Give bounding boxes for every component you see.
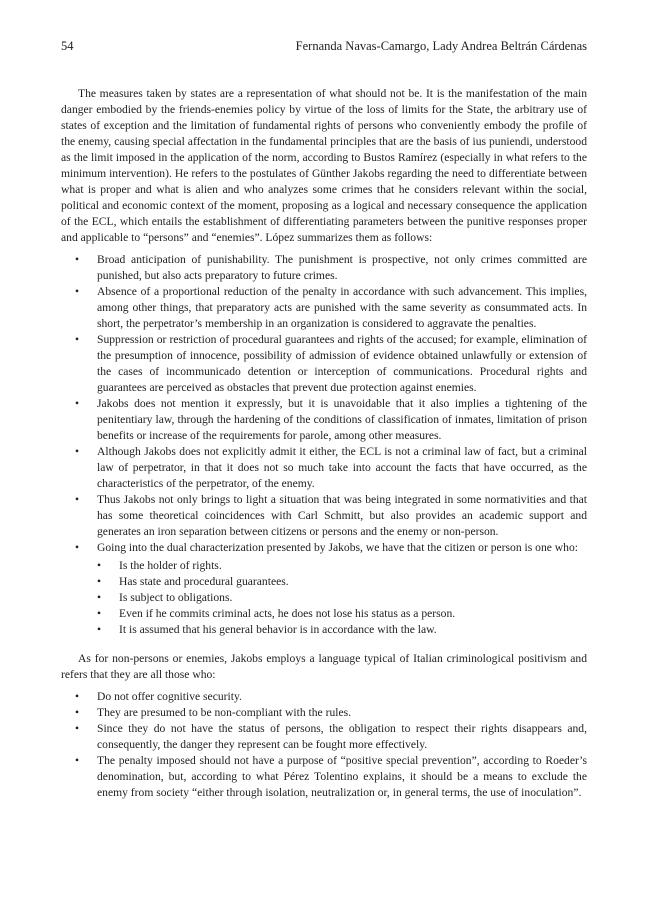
list-item-with-sublist xyxy=(61,540,587,638)
list-item: • They are presumed to be non-compliant with the rules. xyxy=(61,705,587,721)
bullet-list xyxy=(61,252,587,638)
list-item: • Although Jakobs does not explicitly admit it either, the ECL is not a criminal law of fact, but a criminal law of perpetrator, in that it does not so much take into account the facts that have occurred, as the characteristics of the perpetrator, of the enemy. xyxy=(61,444,587,492)
list-item: • Do not offer cognitive security. xyxy=(61,689,587,705)
header-authors: Fernanda Navas-Camargo, Lady Andrea Beltrán Cárdenas xyxy=(295,39,587,53)
sub-list-item: • Is the holder of rights. xyxy=(97,558,587,574)
list-item: • Broad anticipation of punishability. The punishment is prospective, not only crimes committed are punished, but also acts preparatory to future crimes. xyxy=(61,252,587,284)
list-item: • Suppression or restriction of procedural guarantees and rights of the accused; for example, elimination of the presumption of innocence, possibility of admission of evidence obtained unlawfully or extension of the cases of incommunicado detention or interception of communications. Procedural rights and guarantees are perceived as obstacles that prevent due protection against enemies. xyxy=(61,332,587,396)
list-item: • Absence of a proportional reduction of the penalty in accordance with such advancement. This implies, among other things, that preparatory acts are punished with the same severity as consummated acts. In short, the perpetrator’s membership in an organization is considered to aggravate the penalties. xyxy=(61,284,587,332)
sub-bullet-list xyxy=(97,558,587,638)
paragraph: As for non-persons or enemies, Jakobs employs a language typical of Italian criminological positivism and refers that they are all those who: xyxy=(61,652,587,681)
sub-list-item: • Has state and procedural guarantees. xyxy=(97,574,587,590)
list-item: • The penalty imposed should not have a purpose of “positive special prevention”, according to Roeder’s denomination, but, according to what Pérez Tolentino explains, it should be a means to exclude the enemy from society “either through isolation, neutralization or, in general terms, the use of inoculation”. xyxy=(61,753,587,801)
list-item: • Jakobs does not mention it expressly, but it is unavoidable that it also implies a tightening of the penitentiary law, through the hardening of the conditions of classification of inmates, limitation of prison benefits or increase of the requirements for parole, among other measures. xyxy=(61,396,587,444)
list-item: • Since they do not have the status of persons, the obligation to respect their rights disappears and, consequently, the danger they represent can be fought more effectively. xyxy=(61,721,587,753)
list-item-text: Going into the dual characterization presented by Jakobs, we have that the citizen or person is one who: xyxy=(97,541,578,554)
body-text xyxy=(61,86,587,814)
paragraph: The measures taken by states are a representation of what should not be. It is the manifestation of the main danger embodied by the friends-enemies policy by virtue of the loss of limits for the State, the arbitrary use of states of exception and the limitation of fundamental rights of persons who conveniently embody the profile of the enemy, causing special affectation in the fundamental principles that are the basis of ius puniendi, understood as the limit imposed in the application of the norm, according to Bustos Ramírez (especially in what refers to the minimum intervention). He refers to the postulates of Günther Jakobs regarding the need to differentiate between what is proper and what is alien and who analyzes some crimes that he considers relevant within the social, political and economic context of the moment, proposing as a logical and necessary consequence the application of the ECL, which entails the establishment of differentiating parameters between the punitive responses proper and applicable to “persons” and “enemies”. López summarizes them as follows: xyxy=(61,87,587,244)
list-item: • Thus Jakobs not only brings to light a situation that was being integrated in some normativities and that has some theoretical coincidences with Carl Schmitt, but also provides an academic support and generates an iron separation between citizens or persons and the enemy or non-person. xyxy=(61,492,587,540)
page-number: 54 xyxy=(61,39,74,53)
bullet-list xyxy=(61,689,587,801)
running-header xyxy=(61,38,587,54)
sub-list-item: • It is assumed that his general behavior is in accordance with the law. xyxy=(97,622,587,638)
sub-list-item: • Even if he commits criminal acts, he does not lose his status as a person. xyxy=(97,606,587,622)
sub-list-item: • Is subject to obligations. xyxy=(97,590,587,606)
